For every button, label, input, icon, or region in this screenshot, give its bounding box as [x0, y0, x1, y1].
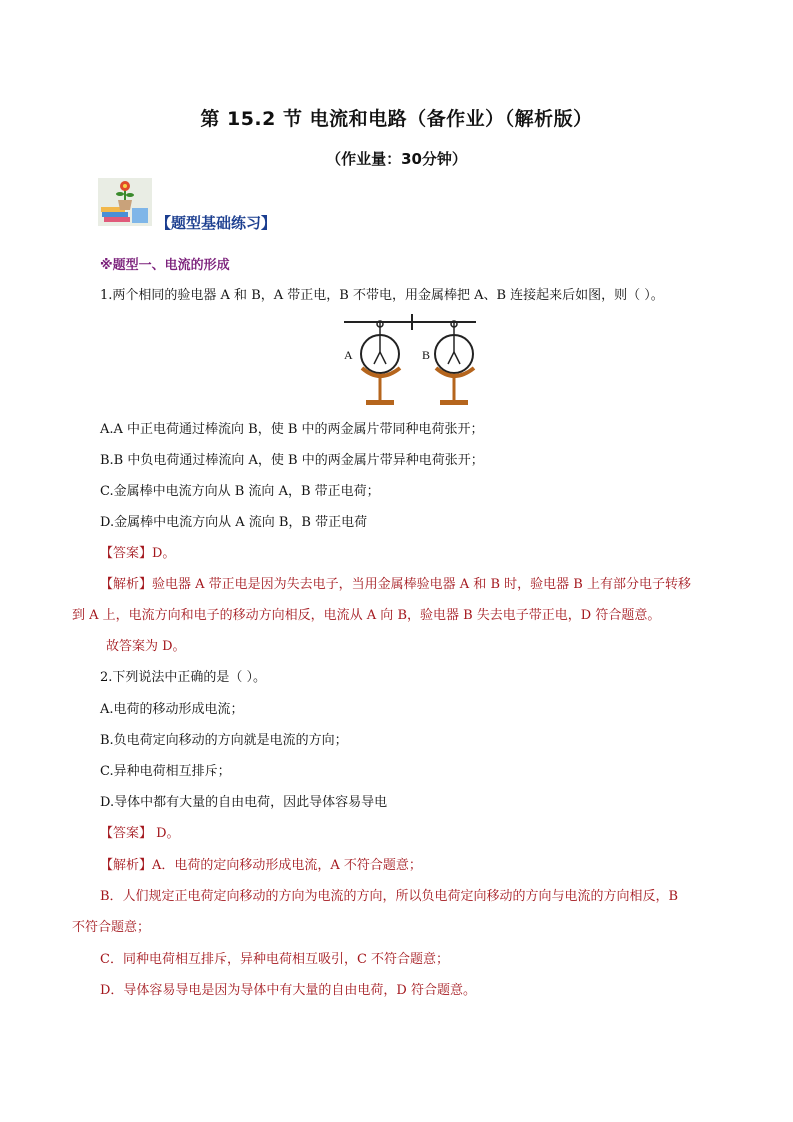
question-2-option-c: C.异种电荷相互排斥；: [100, 764, 231, 779]
question-2-analysis-line-3: 不符合题意；: [72, 920, 151, 935]
question-2-stem: 2.下列说法中正确的是（ ）。: [100, 670, 267, 685]
question-2-analysis-line-2: B．人们规定正电荷定向移动的方向为电流的方向，所以负电荷定向移动的方向与电流的方向相反，B: [100, 889, 679, 904]
question-1-answer: 【答案】D。: [100, 546, 176, 561]
question-1-analysis-line-2: 到 A 上，电流方向和电子的移动方向相反，电流从 A 向 B，验电器 B 失去电子带正电，D 符合题意。: [72, 608, 661, 623]
question-1-stem: 1.两个相同的验电器 A 和 B，A 带正电，B 不带电，用金属棒把 A、B 连接起来后如图，则（ ）。: [100, 288, 664, 303]
question-1-analysis-line-1: 【解析】验电器 A 带正电是因为失去电子，当用金属棒验电器 A 和 B 时，验电器 B 上有部分电子转移: [100, 577, 691, 592]
electroscope-diagram: [336, 312, 482, 412]
question-2-analysis-line-5: D．导体容易导电是因为导体中有大量的自由电荷，D 符合题意。: [100, 983, 476, 998]
type-heading: ※题型一、电流的形成: [100, 258, 230, 273]
question-2-option-d: D.导体中都有大量的自由电荷，因此导体容易导电: [100, 795, 388, 810]
section-heading: 【题型基础练习】: [156, 214, 277, 232]
question-2-answer: 【答案】 D。: [100, 826, 180, 841]
question-2-option-b: B.负电荷定向移动的方向就是电流的方向；: [100, 733, 348, 748]
page-title: 第 15.2 节 电流和电路（备作业）（解析版）: [200, 108, 593, 130]
question-1-option-a: A.A 中正电荷通过棒流向 B，使 B 中的两金属片带同种电荷张开；: [100, 422, 484, 437]
question-1-option-b: B.B 中负电荷通过棒流向 A，使 B 中的两金属片带异种电荷张开；: [100, 453, 484, 468]
question-1-option-c: C.金属棒中电流方向从 B 流向 A，B 带正电荷；: [100, 484, 380, 499]
flower-pot-books-icon: [98, 178, 152, 226]
page-subtitle: （作业量：30分钟）: [326, 150, 467, 168]
question-2-analysis-line-4: C．同种电荷相互排斥，异种电荷相互吸引，C 不符合题意；: [100, 952, 450, 967]
diagram-label-b: B: [422, 348, 431, 362]
question-2-option-a: A.电荷的移动形成电流；: [100, 702, 244, 717]
question-2-analysis-line-1: 【解析】A．电荷的定向移动形成电流，A 不符合题意；: [100, 858, 422, 873]
question-1-option-d: D.金属棒中电流方向从 A 流向 B，B 带正电荷: [100, 515, 368, 530]
question-1-conclusion: 故答案为 D。: [106, 639, 186, 654]
diagram-label-a: A: [344, 348, 353, 362]
